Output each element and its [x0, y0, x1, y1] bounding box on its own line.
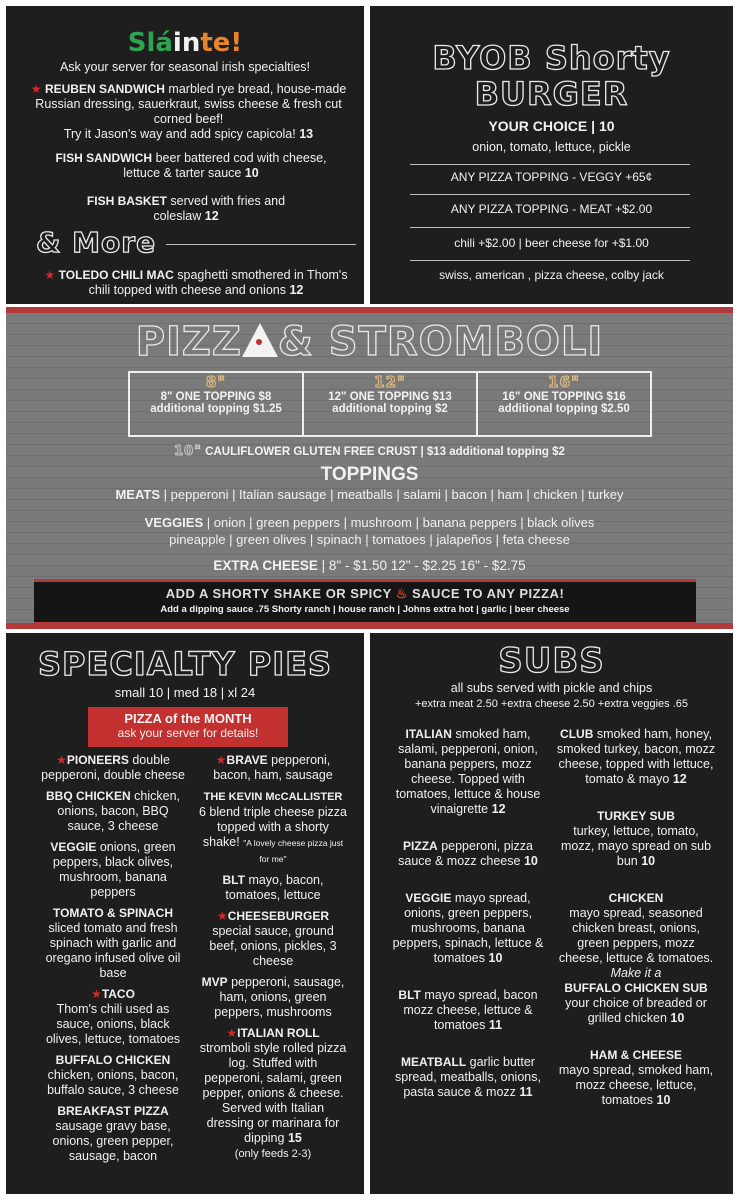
subs-title: SUBS [498, 641, 605, 681]
toledo-chili-mac-item: ★ TOLEDO CHILI MAC spaghetti smothered in Thom's chili topped with cheese and onions 12 [44, 268, 348, 297]
divider [410, 194, 690, 195]
subs-sub1: all subs served with pickle and chips [450, 681, 653, 695]
sub-club: CLUB smoked ham, honey, smoked turkey, bacon, mozz cheese, topped with lettuce, tomato & mayo 12 [556, 727, 716, 786]
star-icon: ★ [44, 268, 56, 282]
burger-title: BYOB Shorty BURGER [432, 39, 671, 113]
reuben-sandwich-item: ★ REUBEN SANDWICH marbled rye bread, house-made Russian dressing, sauerkraut, swiss cheese & fresh cut corned beef! Try it Jason's way and add spicy capicola! 13 [30, 82, 347, 141]
specialty-breakfast-pizza: BREAKFAST PIZZA sausage gravy base, onions, green pepper, sausage, bacon [52, 1104, 174, 1163]
burger-base: onion, tomato, lettuce, pickle [472, 140, 631, 154]
gluten-free-line: 10" CAULIFLOWER GLUTEN FREE CRUST | $13 additional topping $2 [174, 444, 565, 459]
divider [410, 164, 690, 165]
sub-meatball: MEATBALL garlic butter spread, meatballs, onions, pasta sauce & mozz 11 [395, 1055, 541, 1099]
specialty-pies-panel [6, 633, 364, 1194]
divider [410, 227, 690, 228]
meats-line: MEATS | pepperoni | Italian sausage | meatballs | salami | bacon | ham | chicken | turkey [115, 487, 624, 502]
burger-meat: ANY PIZZA TOPPING - MEAT +$2.00 [450, 202, 653, 216]
fish-basket-item: FISH BASKET served with fries and coleslaw 12 [86, 194, 286, 223]
sub-blt: BLT mayo spread, bacon mozz cheese, lettuce & tomatoes 11 [398, 988, 538, 1032]
specialty-brave: ★BRAVE pepperoni, bacon, ham, sausage [213, 753, 333, 782]
burger-chili: chili +$2.00 | beer cheese for +$1.00 [454, 236, 649, 250]
specialty-tomato-spinach: TOMATO & SPINACH sliced tomato and fresh spinach with garlic and oregano infused olive oil base [45, 906, 181, 980]
more-divider [166, 244, 356, 245]
specialty-title: SPECIALTY PIES [37, 645, 332, 683]
divider [410, 260, 690, 261]
sauce-banner [34, 579, 696, 625]
burger-panel [370, 6, 733, 304]
specialty-sizes: small 10 | med 18 | xl 24 [114, 685, 256, 700]
specialty-kevin-mccallister: THE KEVIN McCALLISTER 6 blend triple cheese pizza topped with a shorty shake! "A lovely cheese pizza just for me" [198, 791, 347, 864]
star-icon: ★ [226, 1026, 238, 1040]
sub-italian: ITALIAN smoked ham, salami, pepperoni, onion, banana peppers, mozz cheese. Topped with tomatoes, lettuce & house vinaigrette 12 [395, 727, 541, 816]
pizza-panel [6, 307, 733, 629]
toppings-heading: TOPPINGS [320, 464, 419, 485]
pizza-size-table [128, 371, 652, 437]
specialty-bbq-chicken: BBQ CHICKEN chicken, onions, bacon, BBQ sauce, 3 cheese [45, 789, 180, 833]
burger-choice: YOUR CHOICE | 10 [488, 118, 615, 134]
extra-cheese-line: EXTRA CHEESE | 8" - $1.50 12" - $2.25 16" - $2.75 [213, 558, 526, 573]
subs-panel [370, 633, 733, 1194]
flame-icon: ♨ [395, 586, 408, 601]
banner-sub: Add a dipping sauce .75 Shorty ranch | house ranch | Johns extra hot | garlic | beer cheese [160, 604, 570, 615]
specialty-blt: BLT mayo, bacon, tomatoes, lettuce [222, 873, 324, 902]
veggies-line: VEGGIES | onion | green peppers | mushroom | banana peppers | black olives [144, 515, 595, 530]
irish-subtitle: Ask your server for seasonal irish specialties! [59, 60, 311, 74]
subs-right-column [556, 727, 716, 1108]
specialty-taco: ★TACO Thom's chili used as sauce, onions, black olives, lettuce, tomatoes [45, 987, 181, 1046]
size-8-cell: 8" 8" ONE TOPPING $8 additional topping $1.25 [130, 373, 304, 435]
size-12-cell: 12" 12" ONE TOPPING $13 additional topping $2 [304, 373, 478, 435]
sub-pizza: PIZZA pepperoni, pizza sauce & mozz cheese 10 [398, 839, 538, 868]
specialty-mvp: MVP pepperoni, sausage, ham, onions, green peppers, mushrooms [201, 975, 345, 1019]
more-heading: & More [36, 226, 157, 259]
veggies-line-2: pineapple | green olives | spinach | tomatoes | jalapeños | feta cheese [169, 532, 570, 547]
star-icon: ★ [91, 987, 102, 1001]
specialty-buffalo-chicken: BUFFALO CHICKEN chicken, onions, bacon, buffalo sauce, 3 cheese [47, 1053, 179, 1097]
sub-turkey: TURKEY SUB turkey, lettuce, tomato, mozz, mayo spread on sub bun 10 [560, 809, 712, 868]
burger-veggy: ANY PIZZA TOPPING - VEGGY +65¢ [450, 170, 653, 184]
pizza-title: PIZZ & STROMBOLI [135, 319, 604, 365]
star-icon: ★ [56, 753, 67, 767]
fish-sandwich-item: FISH SANDWICH beer battered cod with cheese, lettuce & tarter sauce 10 [55, 151, 327, 180]
specialty-left-column [38, 753, 188, 1164]
star-icon: ★ [30, 82, 42, 96]
sub-veggie: VEGGIE mayo spread, onions, green peppers, mushrooms, banana peppers, spinach, lettuce & tomatoes 10 [392, 891, 544, 965]
specialty-right-column [198, 753, 348, 1162]
star-icon: ★ [215, 753, 227, 767]
size-16-cell: 16" 16" ONE TOPPING $16 additional topping $2.50 [498, 373, 630, 415]
specialty-italian-roll: ★ITALIAN ROLL stromboli style rolled pizza log. Stuffed with pepperoni, salami, green pepper, onions & cheese. Served with Italian dressing or marinara for dipping 15 (only feeds 2-3) [199, 1026, 347, 1160]
banner-title: ADD A SHORTY SHAKE OR SPICY ♨ SAUCE TO ANY PIZZA! [165, 586, 565, 601]
specialty-cheeseburger: ★CHEESEBURGER special sauce, ground beef, onions, pickles, 3 cheese [209, 909, 337, 968]
sub-chicken: CHICKEN mayo spread, seasoned chicken breast, onions, green peppers, mozz cheese, lettuce & tomatoes. Make it a BUFFALO CHICKEN SUB your choice of breaded or grilled chicken 10 [558, 891, 714, 1025]
subs-sub2: +extra meat 2.50 +extra cheese 2.50 +extra veggies .65 [414, 698, 689, 710]
pizza-of-month-banner: PIZZA of the MONTH ask your server for details! [88, 707, 288, 747]
specialty-pioneers: ★PIONEERS double pepperoni, double cheese [41, 753, 185, 782]
sub-ham-cheese: HAM & CHEESE mayo spread, smoked ham, mozz cheese, lettuce, tomatoes 10 [558, 1048, 714, 1107]
pizza-slice-icon [242, 323, 278, 357]
specialty-veggie: VEGGIE onions, green peppers, black olives, mushroom, banana peppers [50, 840, 176, 899]
slainte-heading: Sláinte! [127, 28, 243, 58]
star-icon: ★ [216, 909, 228, 923]
subs-left-column [388, 727, 548, 1100]
burger-cheeses: swiss, american , pizza cheese, colby jack [439, 268, 664, 282]
irish-specialties-panel [6, 6, 364, 304]
